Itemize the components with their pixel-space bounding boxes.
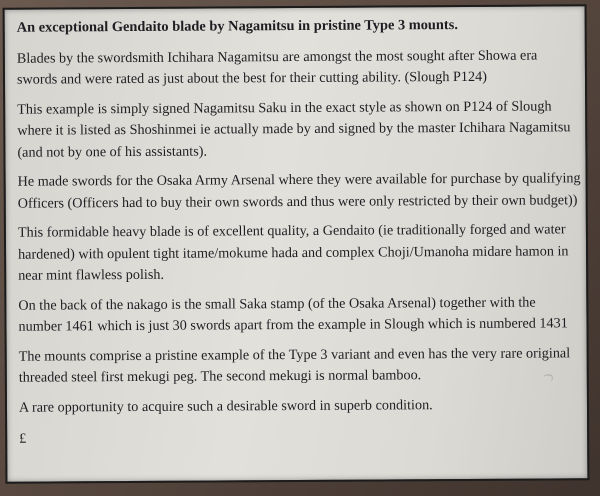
card-content: [17, 14, 584, 450]
price-symbol: £: [19, 431, 27, 447]
paragraph-mounts: The mounts comprise a pristine example of the Type 3 variant and even has the very rare original threaded steel first mekugi peg. The second mekugi is normal bamboo.: [18, 344, 571, 386]
listing-title: An exceptional Gendaito blade by Nagamitsu in pristine Type 3 mounts.: [16, 17, 458, 36]
paragraph-nakago-stamp: On the back of the nakago is the small Saka stamp (of the Osaka Arsenal) together with the number 1461 which is just 30 swords apart from the example in Slough which is numbered 1431: [18, 294, 568, 335]
paragraph-closing: A rare opportunity to acquire such a desirable sword in superb condition.: [18, 396, 433, 416]
paragraph-blade-quality: This formidable heavy blade is of excellent quality, a Gendaito (ie traditionally forged and water hardened) with opulent tight itame/mokume hada and complex Choji/Umanoha midare hamon in near mint flawless polish.: [17, 221, 569, 284]
paragraph-osaka-arsenal: He made swords for the Osaka Army Arsenal where they were available for purchase by qualifying Officers (Officers had to buy their own swords and thus were only restricted by their own budget)): [17, 170, 581, 212]
paragraph-nagamitsu-reputation: Blades by the swordsmith Ichihara Nagamitsu are amongst the most sought after Showa era swords and were rated as just about the best for their cutting ability. (Slough P124): [16, 47, 538, 88]
description-card: [3, 4, 590, 484]
pencil-mark-icon: [544, 374, 553, 381]
paragraph-signature: This example is simply signed Nagamitsu Saku in the exact style as shown on P124 of Slough where it is listed as Shoshinmei ie actually made by and signed by the master Ichihara Nagamitsu (and not by one of his assistants).: [17, 97, 571, 161]
